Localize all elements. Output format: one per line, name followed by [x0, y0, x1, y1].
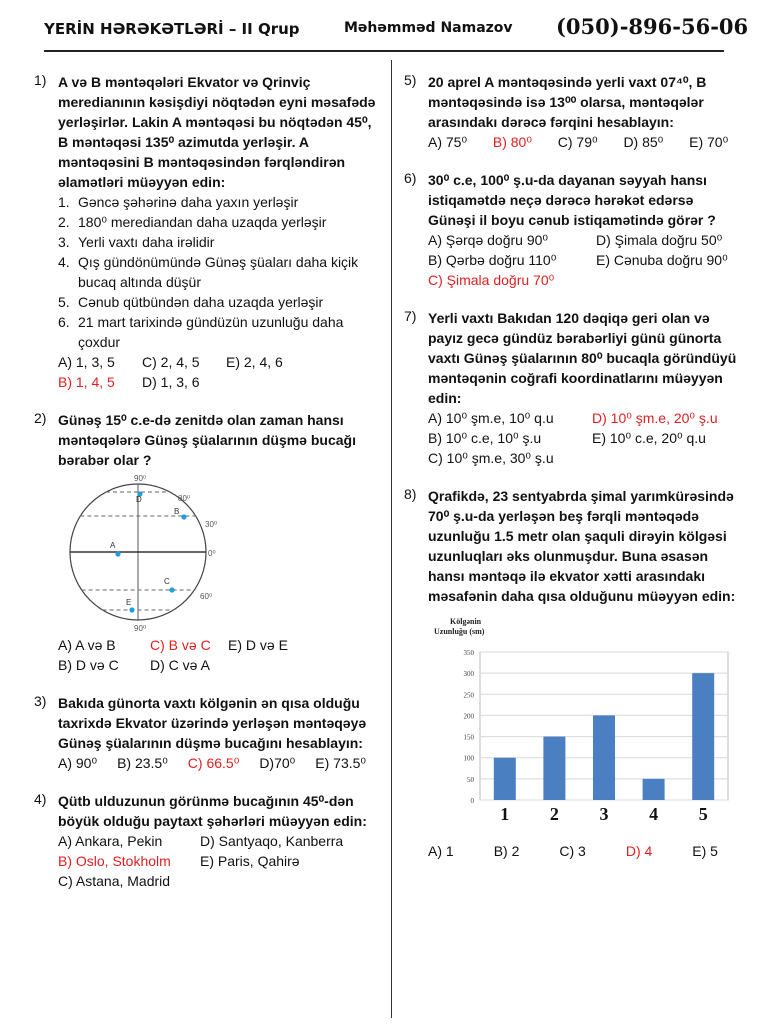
answer-option: E) D və E — [228, 637, 288, 653]
globe-point-label: D — [136, 495, 142, 504]
answer-option: C) 79⁰ — [557, 134, 598, 150]
answer-options — [428, 132, 744, 152]
question-text: Qrafikdə, 23 sentyabrda şimal yarımkürəsində 70⁰ ş.u-da yerləşən beş fərqli məntəqədə uzunluğu 1.5 metr olan şaquli dirəyin kölgəsi uzunluqları əks olunmuşdur. Buna əsasən hansı məntəqə ilə ekvator xətti arasındakı məsafənin daha qısa olduğunu müəyyən edin: — [428, 488, 736, 604]
answer-option: B) 10⁰ c.e, 10⁰ ş.u — [428, 430, 542, 446]
answer-options — [428, 230, 744, 290]
answer-option: B) Qərbə doğru 110⁰ — [428, 252, 557, 268]
worksheet-title: YERİN HƏRƏKƏTLƏRİ – II Qrup — [44, 20, 300, 38]
statement-text: 180⁰ merediandan daha uzaqda yerləşir — [78, 214, 327, 230]
globe-point-a — [115, 551, 120, 556]
answer-option: B) 23.5⁰ — [117, 755, 168, 771]
question-6 — [404, 170, 744, 290]
answer-option-correct: D) 10⁰ şm.e, 20⁰ ş.u — [592, 410, 718, 426]
answer-option-correct: C) 66.5⁰ — [187, 755, 240, 771]
left-column — [34, 72, 380, 909]
answer-option: D) 85⁰ — [623, 134, 664, 150]
y-tick-label: 100 — [463, 754, 474, 763]
y-tick-label: 50 — [467, 775, 474, 784]
statement-item — [58, 232, 380, 252]
answer-option: E) 10⁰ c.e, 20⁰ q.u — [592, 430, 706, 446]
globe-latitude-label: 80⁰ — [178, 494, 191, 503]
answer-options — [58, 635, 380, 675]
statement-item — [58, 312, 380, 352]
question-text: 30⁰ c.e, 100⁰ ş.u-da dayanan səyyah hansı istiqamətdə neçə dərəcə hərəkət edərsə Günəşi il boyu cənub istiqamətində görər ? — [428, 172, 716, 228]
x-tick-label: 3 — [599, 804, 609, 824]
question-text: 20 aprel A məntəqəsində yerli vaxt 07⁴⁰, B məntəqəsində isə 13⁰⁰ olarsa, məntəqələr arasındakı dərəcə fərqini hesablayın: — [428, 74, 707, 130]
answer-options — [428, 841, 744, 861]
statement-item — [58, 252, 380, 292]
bar-3 — [593, 715, 615, 800]
statement-number: 3. — [58, 234, 70, 250]
globe-point-label: E — [126, 598, 132, 607]
answer-option: A) 90⁰ — [58, 755, 98, 771]
statement-number: 5. — [58, 294, 70, 310]
answer-option-correct: B) Oslo, Stokholm — [58, 853, 171, 869]
question-8 — [404, 486, 744, 861]
question-number: 1) — [34, 72, 47, 88]
question-number: 2) — [34, 410, 47, 426]
globe-diagram — [58, 474, 380, 633]
answer-option: A) A və B — [58, 637, 116, 653]
option-spacer — [226, 372, 310, 392]
answer-option: E) 70⁰ — [689, 134, 729, 150]
answer-option: D)70⁰ — [259, 755, 296, 771]
question-text: A və B məntəqələri Ekvator və Qrinviç meredianının kəsişdiyi nöqtədən eyni məsafədə yerləşirlər. Lakin A məntəqəsi bu nöqtədən 45⁰, B məntəqəsi 135⁰ azimutda yerləşir. A məntəqəsini B məntəqəsindən fərqləndirən əlamətləri müəyyən edin: — [58, 74, 376, 190]
answer-option-correct: C) Şimala doğru 70⁰ — [428, 272, 555, 288]
globe-figure — [58, 474, 258, 633]
question-1 — [34, 72, 380, 392]
option-spacer — [592, 448, 742, 468]
y-tick-label: 0 — [470, 797, 474, 805]
bar-1 — [494, 758, 516, 800]
globe-latitude-label: 90⁰ — [134, 624, 147, 633]
question-text: Yerli vaxtı Bakıdan 120 dəqiqə geri olan və payız gecə gündüz bərabərliyi günü günorta vaxtı Günəş şüalarının 80⁰ bucaqla göründüyü məntəqənin coğrafi koordinatlarını müəyyən edin: — [428, 310, 737, 406]
answer-option: C) 2, 4, 5 — [142, 354, 200, 370]
shadow-length-chart — [428, 614, 744, 837]
globe-point-label: A — [110, 541, 116, 550]
globe-latitude-label: 90⁰ — [134, 474, 147, 483]
statement-number: 6. — [58, 314, 70, 330]
page-header — [0, 0, 768, 58]
statement-number: 1. — [58, 194, 70, 210]
question-text: Günəş 15⁰ c.e-də zenitdə olan zaman hansı məntəqələrə Günəş şüalarının düşmə bucağı bərabər olar ? — [58, 412, 356, 468]
x-tick-label: 4 — [649, 804, 659, 824]
chart-title-line1: Kölgənin — [450, 617, 482, 626]
option-spacer — [596, 270, 746, 290]
header-rule — [44, 50, 724, 52]
answer-option: A) 1 — [428, 843, 454, 859]
y-tick-label: 200 — [463, 712, 474, 721]
answer-option: C) 10⁰ şm.e, 30⁰ ş.u — [428, 450, 554, 466]
y-tick-label: 150 — [463, 733, 474, 742]
answer-option: C) Astana, Madrid — [58, 873, 171, 889]
question-7 — [404, 308, 744, 468]
answer-option: A) 75⁰ — [428, 134, 468, 150]
globe-point-label: C — [164, 577, 170, 586]
x-tick-label: 2 — [549, 804, 559, 824]
answer-option: E) Paris, Qahirə — [200, 853, 300, 869]
answer-option-correct: B) 80⁰ — [492, 134, 532, 150]
y-tick-label: 350 — [463, 649, 474, 657]
statement-text: Gəncə şəhərinə daha yaxın yerləşir — [78, 194, 299, 210]
question-text: Qütb ulduzunun görünmə bucağının 45⁰-dən böyük olduğu paytaxt şəhərləri müəyyən edin: — [58, 793, 367, 829]
globe-latitude-label: 0⁰ — [208, 549, 216, 558]
statement-text: Qış gündönümündə Günəş şüaları daha kiçik bucaq altında düşür — [78, 254, 359, 290]
statement-number: 4. — [58, 254, 70, 270]
statement-item — [58, 212, 380, 232]
answer-option: C) 3 — [559, 843, 586, 859]
globe-point-b — [181, 514, 186, 519]
question-number: 7) — [404, 308, 417, 324]
globe-point-e — [129, 607, 134, 612]
globe-point-c — [169, 587, 174, 592]
statement-item — [58, 192, 380, 212]
answer-option: E) 2, 4, 6 — [226, 354, 283, 370]
statement-item — [58, 292, 380, 312]
question-text: Bakıda günorta vaxtı kölgənin ən qısa olduğu taxrixdə Ekvator üzərində yerləşən məntəqəyə Günəş şüalarının düşmə bucağını hesablayın: — [58, 695, 367, 751]
y-tick-label: 250 — [463, 691, 474, 700]
answer-option-correct: B) 1, 4, 5 — [58, 374, 115, 390]
bar-chart-svg — [428, 614, 738, 834]
question-number: 3) — [34, 693, 47, 709]
chart-title-line2: Uzunluğu (sm) — [434, 627, 485, 636]
answer-option: B) D və C — [58, 657, 119, 673]
answer-option-correct: D) 4 — [625, 843, 653, 859]
bar-4 — [643, 779, 665, 800]
statement-text: 21 mart tarixində gündüzün uzunluğu daha çoxdur — [78, 314, 344, 350]
question-2 — [34, 410, 380, 675]
question-4 — [34, 791, 380, 891]
globe-latitude-label: 30⁰ — [205, 520, 218, 529]
statement-list — [58, 192, 380, 352]
answer-option: A) 1, 3, 5 — [58, 354, 115, 370]
answer-option: A) Şərqə doğru 90⁰ — [428, 232, 549, 248]
answer-option: D) Şimala doğru 50⁰ — [596, 232, 723, 248]
question-number: 6) — [404, 170, 417, 186]
answer-option: E) 73.5⁰ — [315, 755, 367, 771]
phone-number: (050)-896-56-06 — [556, 14, 749, 39]
answer-option: A) 10⁰ şm.e, 10⁰ q.u — [428, 410, 554, 426]
x-tick-label: 5 — [698, 804, 708, 824]
answer-options — [58, 831, 380, 891]
answer-option: D) 1, 3, 6 — [142, 374, 200, 390]
bar-2 — [543, 737, 565, 800]
answer-option: E) Cənuba doğru 90⁰ — [596, 252, 728, 268]
answer-option: B) 2 — [493, 843, 520, 859]
question-number: 4) — [34, 791, 47, 807]
answer-option: A) Ankara, Pekin — [58, 833, 163, 849]
answer-options — [58, 352, 380, 392]
answer-option: D) Santyaqo, Kanberra — [200, 833, 344, 849]
globe-point-label: B — [174, 507, 180, 516]
answer-option-correct: C) B və C — [150, 637, 211, 653]
column-divider — [391, 60, 392, 1018]
question-5 — [404, 72, 744, 152]
bar-5 — [692, 673, 714, 800]
statement-text: Yerli vaxtı daha irəlidir — [78, 234, 215, 250]
globe-latitude-label: 60⁰ — [200, 592, 213, 601]
question-number: 5) — [404, 72, 417, 88]
x-tick-label: 1 — [500, 804, 510, 824]
right-column — [404, 72, 744, 879]
question-number: 8) — [404, 486, 417, 502]
answer-option: D) C və A — [150, 657, 210, 673]
answer-options — [58, 753, 380, 773]
option-spacer — [228, 655, 318, 675]
y-tick-label: 300 — [463, 670, 474, 679]
author-name: Məhəmməd Namazov — [344, 20, 513, 36]
statement-text: Cənub qütbündən daha uzaqda yerləşir — [78, 294, 324, 310]
statement-number: 2. — [58, 214, 70, 230]
option-spacer — [200, 871, 360, 891]
answer-options — [428, 408, 744, 468]
question-3 — [34, 693, 380, 773]
answer-option: E) 5 — [692, 843, 718, 859]
